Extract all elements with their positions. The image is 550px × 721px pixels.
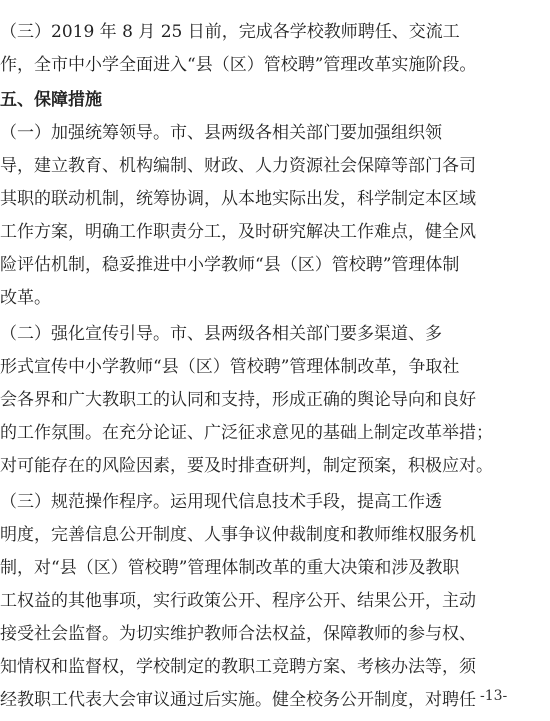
text-line: 知情权和监督权，学校制定的教职工竞聘方案、考核办法等，须 [0, 657, 476, 677]
text-line: 工权益的其他事项，实行政策公开、程序公开、结果公开，主动 [0, 591, 476, 611]
text-line: 改革。 [0, 288, 51, 308]
text-line: 对可能存在的风险因素，要及时排查研判，制定预案，积极应对。 [0, 456, 493, 476]
page-number: -13- [480, 688, 508, 704]
text-line: 经教职工代表大会审议通过后实施。健全校务公开制度，对聘任 [0, 690, 476, 710]
text-line: （三）规范操作程序。运用现代信息技术手段，提高工作透 [0, 492, 442, 512]
text-line: 形式宣传中小学教师“县（区）管校聘”管理体制改革，争取社 [0, 357, 460, 377]
section-heading: 五、保障措施 [0, 90, 102, 110]
text-line: 的工作氛围。在充分论证、广泛征求意见的基础上制定改革举措； [0, 423, 493, 443]
text-line: 导，建立教育、机构编制、财政、人力资源社会保障等部门各司 [0, 156, 476, 176]
text-line: （三）2019 年 8 月 25 日前，完成各学校教师聘任、交流工 [0, 22, 460, 42]
text-line: 会各界和广大教职工的认同和支持，形成正确的舆论导向和良好 [0, 390, 476, 410]
text-line: 作，全市中小学全面进入“县（区）管校聘”管理改革实施阶段。 [0, 55, 477, 75]
text-line: （一）加强统筹领导。市、县两级各相关部门要加强组织领 [0, 123, 442, 143]
text-line: 险评估机制，稳妥推进中小学教师“县（区）管校聘”管理体制 [0, 255, 460, 275]
text-line: 明度，完善信息公开制度、人事争议仲裁制度和教师维权服务机 [0, 525, 476, 545]
text-line: 接受社会监督。为切实维护教师合法权益，保障教师的参与权、 [0, 624, 476, 644]
text-line: 制，对“县（区）管校聘”管理体制改革的重大决策和涉及教职 [0, 558, 460, 578]
text-line: 其职的联动机制，统筹协调，从本地实际出发，科学制定本区域 [0, 189, 476, 209]
text-line: 工作方案，明确工作职责分工，及时研究解决工作难点，健全风 [0, 222, 476, 242]
text-line: （二）强化宣传引导。市、县两级各相关部门要多渠道、多 [0, 324, 442, 344]
